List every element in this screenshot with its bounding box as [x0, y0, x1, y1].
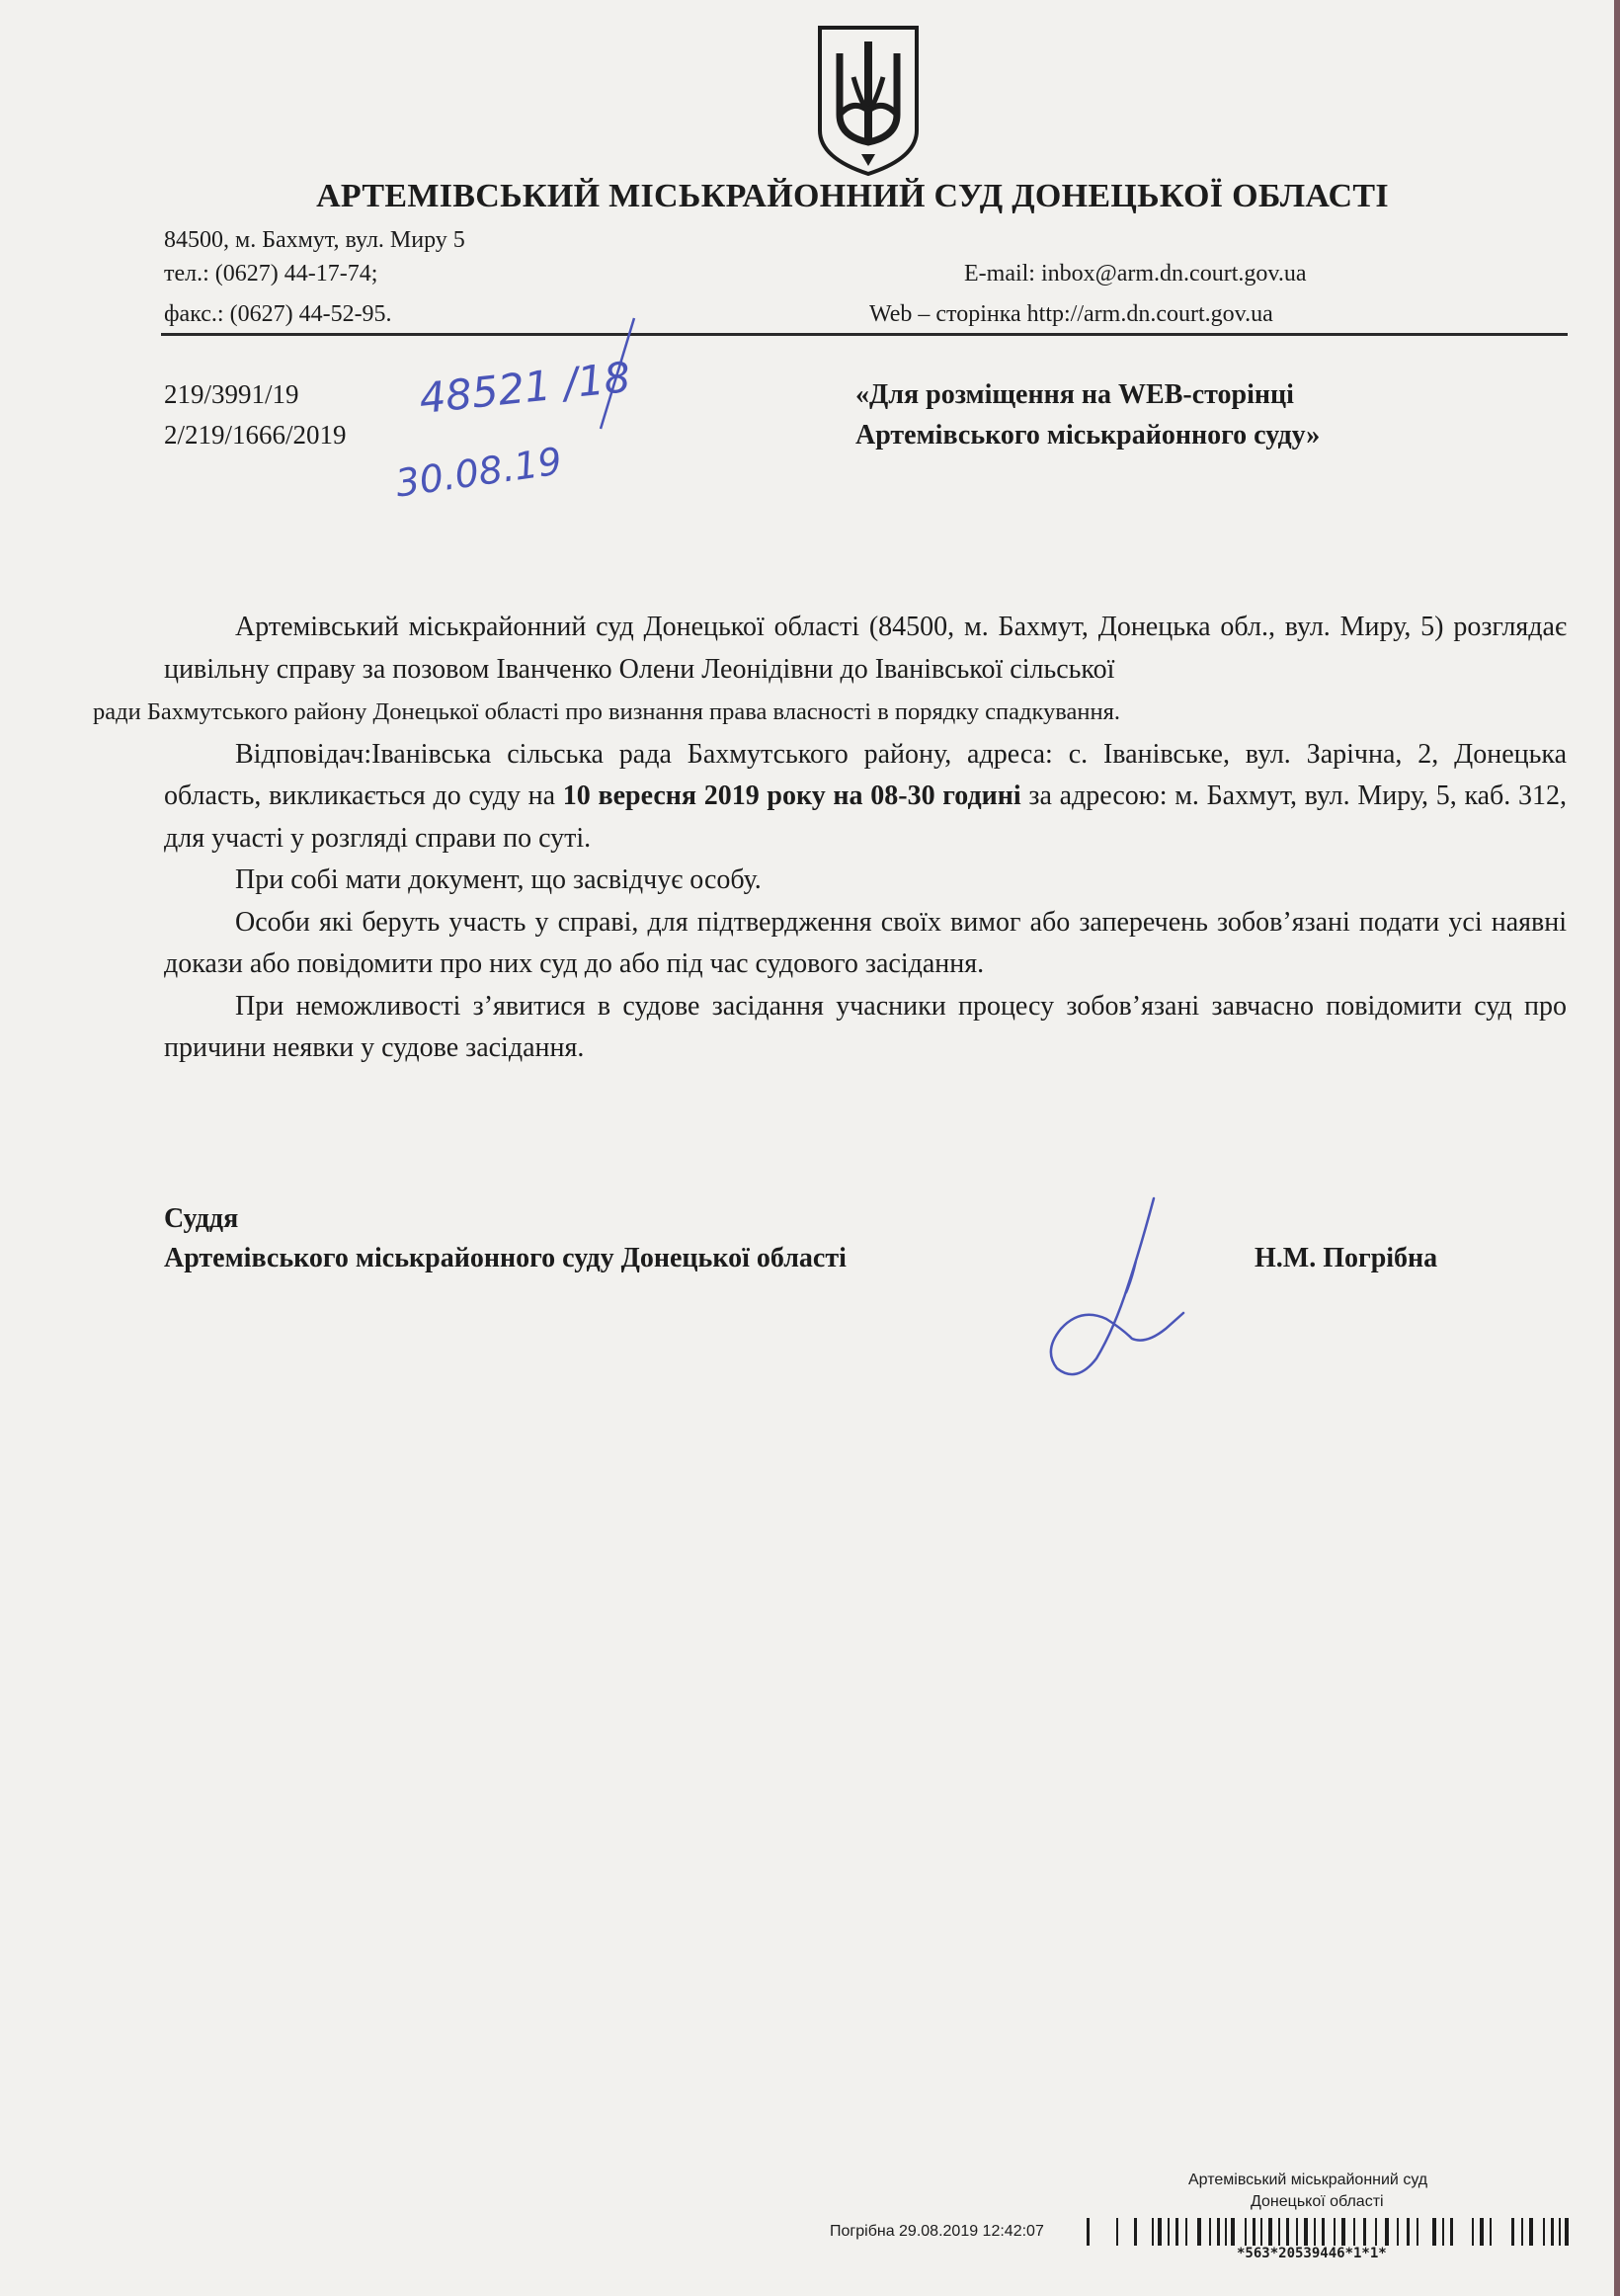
- page-edge: [1614, 0, 1620, 2296]
- paragraph-defendant-summons: [164, 734, 1567, 861]
- court-email: E-mail: inbox@arm.dn.court.gov.ua: [964, 261, 1307, 287]
- paragraph-id-document: При собі мати документ, що засвідчує особу.: [235, 864, 762, 895]
- handwritten-incoming-number: 48521 /18: [417, 352, 633, 424]
- stamp-signed-by: Погрібна 29.08.2019 12:42:07: [830, 2223, 1044, 2240]
- court-website: Web – сторінка http://arm.dn.court.gov.ua: [869, 301, 1273, 327]
- coat-of-arms-icon: [810, 20, 927, 178]
- court-phone: тел.: (0627) 44-17-74;: [164, 261, 378, 287]
- publication-note-line1: «Для розміщення на WEB-сторінці: [855, 379, 1294, 410]
- stamp-court-line1: Артемівський міськрайонний суд: [1188, 2172, 1428, 2188]
- summons-text-a: Відповідач:Іванівська сільська рада Бахмутського району, адреса: с. Іванівське, вул. Зарічна, 2, Донецька область, викликається до суду на: [164, 738, 1567, 811]
- court-name-heading: АРТЕМІВСЬКИЙ МІСЬКРАЙОННИЙ СУД ДОНЕЦЬКОЇ ОБЛАСТІ: [316, 178, 1389, 214]
- court-fax: факс.: (0627) 44-52-95.: [164, 301, 392, 327]
- summons-body: [93, 607, 1567, 1070]
- document-barcode: [1087, 2218, 1571, 2248]
- judge-title: Суддя: [164, 1203, 239, 1234]
- case-number-2: 2/219/1666/2019: [164, 420, 347, 450]
- paragraph-case-description-part1: Артемівський міськрайонний суд Донецької області (84500, м. Бахмут, Донецька обл., вул. Миру, 5) розглядає цивільну справу за позовом Іванченко Олени Леонідівни до Іванівської сільської: [164, 612, 1567, 685]
- paragraph-absence-notice: При неможливості з’явитися в судове засідання учасники процесу зобов’язані завчасно повідомити суд про причини неявки у судове засідання.: [164, 990, 1567, 1063]
- paragraph-evidence: Особи які беруть участь у справі, для підтвердження своїх вимог або заперечень зобов’язані подати усі наявні докази або повідомити про них суд до або під час судового засідання.: [164, 906, 1567, 979]
- handwritten-signature: [1037, 1190, 1195, 1388]
- summons-text-b: за адресою: м. Бахмут, вул. Миру, 5, каб. 312, для участі у розгляді справи по суті.: [164, 780, 1567, 854]
- barcode-number: *563*20539446*1*1*: [1237, 2246, 1387, 2261]
- hearing-date-time: 10 вересня 2019 року на 08-30 годині: [562, 780, 1021, 811]
- paragraph-case-description: [93, 607, 1567, 734]
- paragraph-case-description-part2: ради Бахмутського району Донецької області про визнання права власності в порядку спадкування.: [93, 698, 1121, 725]
- handwritten-incoming-date: 30.08.19: [392, 439, 565, 506]
- case-number-1: 219/3991/19: [164, 379, 299, 409]
- header-divider: [161, 333, 1568, 336]
- publication-note-line2: Артемівського міськрайонного суду»: [855, 420, 1321, 451]
- judge-court: Артемівського міськрайонного суду Донецької області: [164, 1243, 847, 1273]
- handwritten-slash-mark: [593, 314, 642, 433]
- court-address: 84500, м. Бахмут, вул. Миру 5: [164, 227, 465, 253]
- judge-name: Н.М. Погрібна: [1255, 1243, 1438, 1273]
- stamp-court-line2: Донецької області: [1251, 2193, 1384, 2210]
